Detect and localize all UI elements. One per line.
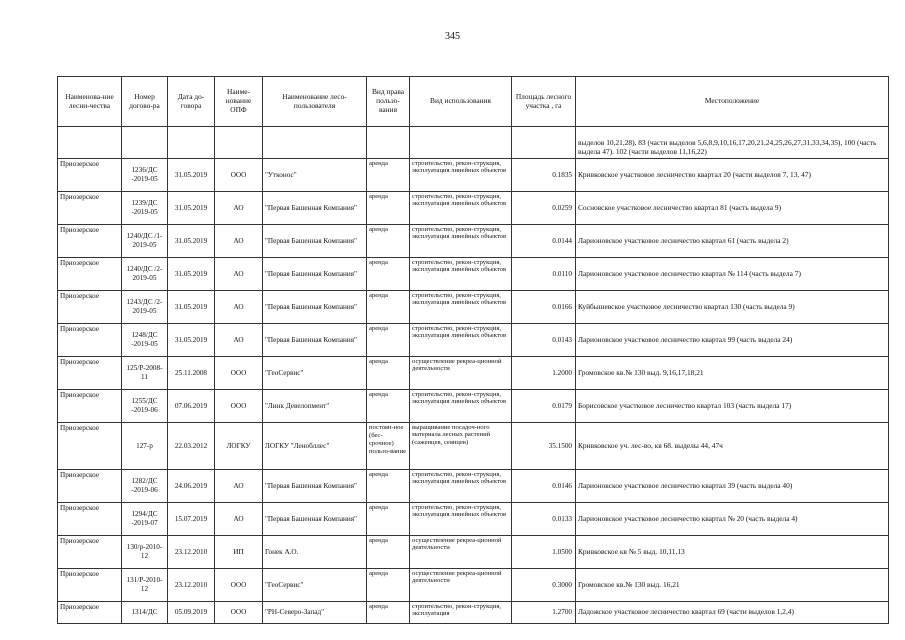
cell-date: 31.05.2019 — [168, 291, 215, 324]
cell-right: аренда — [367, 258, 410, 291]
cell-forestry: Приозерское — [58, 536, 122, 569]
table-row — [58, 569, 889, 602]
cell-forestry: Приозерское — [58, 503, 122, 536]
cell-number: 1294/ДС -2019-07 — [122, 503, 168, 536]
cell-date: 07.06.2019 — [168, 390, 215, 423]
cell-forestry: Приозерское — [58, 602, 122, 624]
cell-date: 05.09.2019 — [168, 602, 215, 624]
cell-opf: АО — [215, 291, 263, 324]
table-row — [58, 225, 889, 258]
table-row — [58, 536, 889, 569]
cell-number: 1240/ДС /1-2019-05 — [122, 225, 168, 258]
cell-date: 31.05.2019 — [168, 225, 215, 258]
table-row — [58, 390, 889, 423]
cell-number: 1314/ДС — [122, 602, 168, 624]
cell-user: "РН-Северо-Запад" — [263, 602, 367, 624]
cell-use: строительство, рекон-струкция, эксплуатация линейных объектов — [410, 159, 512, 192]
cell-user: "ГеоСервис" — [263, 357, 367, 390]
cell-number: 1255/ДС -2019-06 — [122, 390, 168, 423]
cell-forestry: Приозерское — [58, 390, 122, 423]
cell-user: "Утконос" — [263, 159, 367, 192]
cell-location: Куйбышевское участковое лесничество квартал 130 (часть выдела 9) — [576, 291, 889, 324]
cell-date: 15.07.2019 — [168, 503, 215, 536]
table-body — [58, 127, 889, 624]
cell-use: строительство, рекон-струкция, эксплуатация линейных объектов — [410, 291, 512, 324]
cell-opf: АО — [215, 258, 263, 291]
cell-forestry: Приозерское — [58, 357, 122, 390]
cell-area: 35.1500 — [512, 423, 576, 470]
cell-opf: АО — [215, 503, 263, 536]
cell-date: 23.12.2010 — [168, 569, 215, 602]
cell-forestry: Приозерское — [58, 258, 122, 291]
cell-user: ЛОГКУ "Ленобллес" — [263, 423, 367, 470]
continuation-row — [58, 127, 889, 159]
cell-date: 31.05.2019 — [168, 159, 215, 192]
cell-right: аренда — [367, 159, 410, 192]
header-number: Номер догово-ра — [122, 77, 168, 127]
cell-number: 1282/ДС -2019-06 — [122, 470, 168, 503]
cell-use: выращивание посадоч-ного материала лесных растений (саженцев, сеянцев) — [410, 423, 512, 470]
cell-use: строительство, рекон-струкция, эксплуатация линейных объектов — [410, 258, 512, 291]
table-row — [58, 192, 889, 225]
cell-user: "Первая Башенная Компания" — [263, 470, 367, 503]
cell-location: Ларионовское участковое лесничество квартал № 20 (часть выдела 4) — [576, 503, 889, 536]
cell-right: аренда — [367, 291, 410, 324]
header-use: Вид использования — [410, 77, 512, 127]
table-row — [58, 258, 889, 291]
table-row — [58, 470, 889, 503]
cell-user: "Первая Башенная Компания" — [263, 258, 367, 291]
header-opf: Наиме-нование ОПФ — [215, 77, 263, 127]
cell-location: Борисовское участковое лесничество квартал 103 (часть выдела 17) — [576, 390, 889, 423]
cell-area: 0.3000 — [512, 569, 576, 602]
cell-forestry: Приозерское — [58, 225, 122, 258]
cell-date: 22.03.2012 — [168, 423, 215, 470]
cell-date: 31.05.2019 — [168, 258, 215, 291]
cell-opf: ООО — [215, 569, 263, 602]
cell-location: Сосновское участковое лесничество квартал 81 (часть выдела 9) — [576, 192, 889, 225]
cell-area: 1.2700 — [512, 602, 576, 624]
cell-use: осуществление рекреа-ционной деятельности — [410, 569, 512, 602]
cell-location: Ладожское участковое лесничество квартал 69 (части выделов 1,2,4) — [576, 602, 889, 624]
cell-user: "Линк Девелопмент" — [263, 390, 367, 423]
cell-date: 31.05.2019 — [168, 324, 215, 357]
cell-use: строительство, рекон-струкция, эксплуатация линейных объектов — [410, 192, 512, 225]
cell-opf: АО — [215, 192, 263, 225]
header-right: Вид права пользо-вания — [367, 77, 410, 127]
table-row — [58, 503, 889, 536]
cell-forestry: Приозерское — [58, 569, 122, 602]
table-row — [58, 602, 889, 624]
cell-location: Кривковское кв № 5 выд. 10,11,13 — [576, 536, 889, 569]
table-row — [58, 423, 889, 470]
cell-area: 0.0110 — [512, 258, 576, 291]
cell-location: Громовское кв.№ 130 выд. 9,16,17,18,21 — [576, 357, 889, 390]
cell-user: "Первая Башенная Компания" — [263, 225, 367, 258]
cell-use: строительство, рекон-струкция, эксплуатация линейных объектов — [410, 225, 512, 258]
cell-location: Ларионовское участковое лесничество квартал № 114 (часть выдела 7) — [576, 258, 889, 291]
cell-area: 0.1835 — [512, 159, 576, 192]
cell-location: Ларионовское участковое лесничество квартал 61 (часть выдела 2) — [576, 225, 889, 258]
cell-forestry: Приозерское — [58, 291, 122, 324]
cell-right: аренда — [367, 192, 410, 225]
cell-use: строительство, рекон-струкция, эксплуатация — [410, 602, 512, 624]
cell-location: Громовское кв.№ 130 выд. 16,21 — [576, 569, 889, 602]
cell-use: осуществление рекреа-ционной деятельности — [410, 536, 512, 569]
cell-opf: АО — [215, 470, 263, 503]
table-row — [58, 357, 889, 390]
cell-forestry: Приозерское — [58, 192, 122, 225]
cell-number: 1240/ДС /2-2019-05 — [122, 258, 168, 291]
cell-number: 1243/ДС /2-2019-05 — [122, 291, 168, 324]
cell-area: 0.0133 — [512, 503, 576, 536]
cell-date: 23.12.2010 — [168, 536, 215, 569]
cell-forestry: Приозерское — [58, 159, 122, 192]
cell-date: 25.11.2008 — [168, 357, 215, 390]
cell-right: аренда — [367, 357, 410, 390]
cell-opf: ООО — [215, 390, 263, 423]
cell-area: 0.0179 — [512, 390, 576, 423]
header-forestry: Наименова-ние лесни-чества — [58, 77, 122, 127]
page-number: 345 — [445, 31, 460, 42]
continuation-location: выделов 10,21,28), 83 (части выделов 5,6,8,9,10,16,17,20,21,24,25,26,27,31,33,34,35), 100 (часть выдела 47). 102 (части выделов 11,16,22) — [576, 127, 889, 159]
cell-number: 131/Р-2010-12 — [122, 569, 168, 602]
lease-table — [57, 76, 889, 624]
cell-number: 125/Р-2008-11 — [122, 357, 168, 390]
cell-use: строительство, рекон-струкция, эксплуатация линейных объектов — [410, 470, 512, 503]
cell-right: аренда — [367, 602, 410, 624]
cell-opf: АО — [215, 324, 263, 357]
cell-use: осуществление рекреа-ционной деятельности — [410, 357, 512, 390]
cell-user: "Первая Башенная Компания" — [263, 291, 367, 324]
cell-forestry: Приозерское — [58, 324, 122, 357]
cell-user: "Первая Башенная Компания" — [263, 324, 367, 357]
cell-area: 1.2000 — [512, 357, 576, 390]
cell-opf: ООО — [215, 159, 263, 192]
cell-number: 1236/ДС -2019-05 — [122, 159, 168, 192]
cell-date: 24.06.2019 — [168, 470, 215, 503]
cell-right: аренда — [367, 390, 410, 423]
cell-use: строительство, рекон-струкция, эксплуатация линейных объектов — [410, 390, 512, 423]
cell-opf: ЛОГКУ — [215, 423, 263, 470]
cell-number: 1248/ДС -2019-05 — [122, 324, 168, 357]
cell-location: Ларионовское участковое лесничество квартал 99 (часть выдела 24) — [576, 324, 889, 357]
cell-area: 1.0500 — [512, 536, 576, 569]
cell-forestry: Приозерское — [58, 470, 122, 503]
header-user: Наименование лесо-пользователя — [263, 77, 367, 127]
cell-user: Гонек А.О. — [263, 536, 367, 569]
header-area: Площадь лесного участка , га — [512, 77, 576, 127]
cell-user: "Первая Башенная Компания" — [263, 192, 367, 225]
cell-right: аренда — [367, 324, 410, 357]
table-row — [58, 291, 889, 324]
header-location: Местоположение — [576, 77, 889, 127]
cell-right: аренда — [367, 536, 410, 569]
table-header-row — [58, 77, 889, 127]
cell-use: строительство, рекон-струкция, эксплуатация линейных объектов — [410, 503, 512, 536]
cell-location: Ларионовское участковое лесничество квартал 39 (часть выдела 40) — [576, 470, 889, 503]
cell-area: 0.0143 — [512, 324, 576, 357]
cell-location: Кривковское уч. лес-во, кв 68. выделы 44, 47ч — [576, 423, 889, 470]
cell-right: аренда — [367, 470, 410, 503]
cell-number: 1239/ДС -2019-05 — [122, 192, 168, 225]
header-date: Дата до-говора — [168, 77, 215, 127]
cell-opf: ООО — [215, 357, 263, 390]
cell-date: 31.05.2019 — [168, 192, 215, 225]
cell-right: постоян-ное (бес-срочное) пользо-вание — [367, 423, 410, 470]
cell-area: 0.0144 — [512, 225, 576, 258]
cell-forestry: Приозерское — [58, 423, 122, 470]
cell-right: аренда — [367, 225, 410, 258]
cell-opf: АО — [215, 225, 263, 258]
cell-opf: ООО — [215, 602, 263, 624]
table-row — [58, 324, 889, 357]
cell-area: 0.0166 — [512, 291, 576, 324]
cell-number: 130/р-2010-12 — [122, 536, 168, 569]
cell-right: аренда — [367, 569, 410, 602]
cell-location: Кривковское участковое лесничество квартал 20 (части выделов 7, 13, 47) — [576, 159, 889, 192]
cell-number: 127-р — [122, 423, 168, 470]
cell-opf: ИП — [215, 536, 263, 569]
cell-area: 0.0146 — [512, 470, 576, 503]
cell-user: "ГеоСервис" — [263, 569, 367, 602]
cell-use: строительство, рекон-струкция, эксплуатация линейных объектов — [410, 324, 512, 357]
table-row — [58, 159, 889, 192]
cell-user: "Первая Башенная Компания" — [263, 503, 367, 536]
cell-right: аренда — [367, 503, 410, 536]
cell-area: 0.0259 — [512, 192, 576, 225]
